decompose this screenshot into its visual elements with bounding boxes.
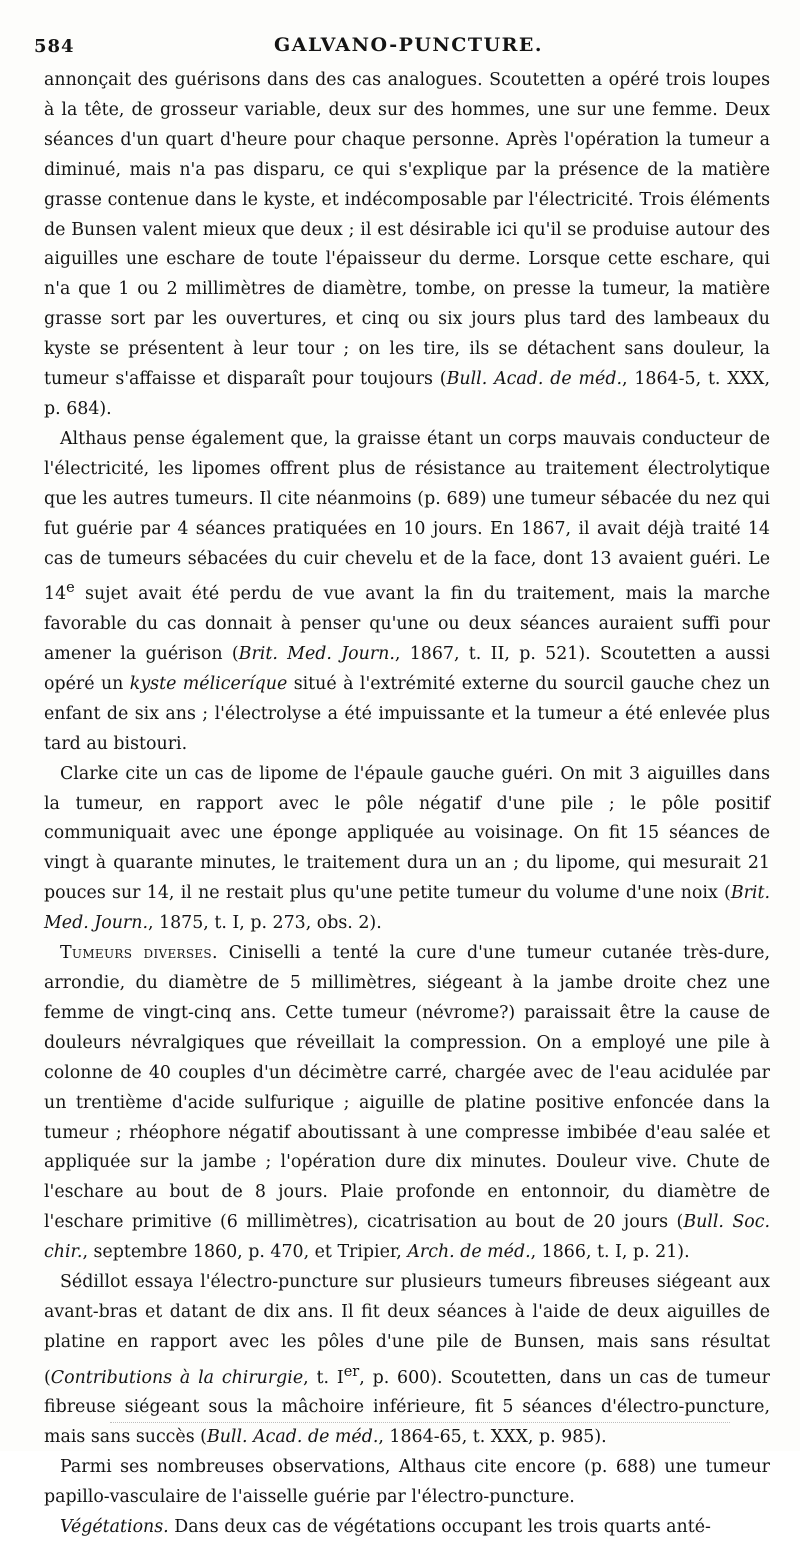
text-run: , 1867, t. II, p. 521). Scoutetten a aussi opéré un	[44, 644, 770, 694]
citation-italic: Bull. Soc. chir.	[44, 1212, 771, 1263]
text-run: , 1866, t. I, p. 21).	[530, 1242, 690, 1263]
citation-italic: Végétations.	[60, 1517, 169, 1538]
running-title: GALVANO-PUNCTURE.	[274, 34, 544, 56]
text-run: Ciniselli a tenté la cure d'une tumeur cutanée très-dure, arrondie, du diamètre de 5 millimètres, siégeant à la jambe droite chez une femme de vingt-cinq ans. Cette tumeur (névrome?) paraissait être la cause de douleurs névralgiques que réveillait la compression. On a employé une pile à colonne de 40 couples d'un décimètre carré, chargée avec de l'eau acidulée par un trentième d'acide sulfurique ; aiguille de platine positive enfoncée dans la tumeur ; rhéophore négatif aboutissant à une compresse imbibée d'eau salée et appliquée sur la jambe ; l'opération dure dix minutes. Douleur vive. Chute de l'eschare au bout de 8 jours. Plaie profonde en entonnoir, du diamètre de l'eschare primitive (6 millimètres), cicatrisation au bout de 20 jours (	[44, 943, 771, 1233]
paragraph	[44, 1268, 770, 1453]
citation-italic: Arch. de méd.	[407, 1242, 531, 1263]
page-header	[34, 30, 774, 62]
superscript: e	[66, 580, 75, 597]
section-lead: Tumeurs diverses.	[60, 943, 218, 964]
footer-rule	[110, 1422, 730, 1423]
paragraph	[44, 760, 770, 939]
text-run: Sédillot essaya l'électro-puncture sur plusieurs tumeurs fibreuses siégeant aux avant-bras et datant de dix ans. Il fit deux séances à l'aide de deux aiguilles de platine en rapport avec les pôles d'une pile de Bunsen, mais sans résultat (	[44, 1272, 770, 1388]
text-run: situé à l'extrémité externe du sourcil gauche chez un enfant de six ans ; l'électrolyse a été impuissante et la tumeur a été enlevée plus tard au bistouri.	[44, 673, 770, 754]
paragraph	[44, 66, 770, 425]
citation-italic: Brit. Med. Journ.	[44, 883, 770, 934]
paragraph	[44, 425, 770, 760]
text-run: , 1875, t. I, p. 273, obs. 2).	[147, 913, 382, 934]
text-run: Clarke cite un cas de lipome de l'épaule gauche guéri. On mit 3 aiguilles dans la tumeur, en rapport avec le pôle négatif d'une pile ; le pôle positif communiquait avec une éponge appliquée au voisinage. On fit 15 séances de vingt à quarante minutes, le traitement dura un an ; du lipome, qui mesurait 21 pouces sur 14, il ne restait plus qu'une petite tumeur du volume d'une noix (	[44, 763, 770, 904]
page-number: 584	[34, 36, 75, 57]
text-run: , p. 600). Scoutetten, dans un cas de tumeur fibreuse siégeant sous la mâchoire inférieure, fit 5 séances d'électro-puncture, mais sans succès (	[44, 1367, 770, 1448]
citation-italic: Contributions à la chirurgie	[50, 1367, 304, 1388]
text-run: , 1864-65, t. XXX, p. 985).	[378, 1427, 607, 1448]
text-run: Parmi ses nombreuses observations, Althaus cite encore (p. 688) une tumeur papillo-vasculaire de l'aisselle guérie par l'électro-puncture.	[44, 1457, 770, 1508]
text-run: , 1864-5, t. XXX, p. 684).	[44, 369, 770, 419]
citation-italic: Brit. Med. Journ.	[238, 644, 395, 665]
paragraph	[44, 939, 770, 1268]
text-run: , septembre 1860, p. 470, et Tripier,	[82, 1242, 408, 1263]
text-run: , t. I	[303, 1367, 344, 1388]
citation-italic: kyste méliceríque	[129, 673, 288, 694]
citation-italic: Bull. Acad. de méd.	[446, 369, 622, 390]
body-text	[44, 66, 770, 1543]
paragraph	[44, 1513, 770, 1543]
text-run: annonçait des guérisons dans des cas analogues. Scoutetten a opéré trois loupes à la tête, de grosseur variable, deux sur des hommes, une sur une femme. Deux séances d'un quart d'heure pour chaque personne. Après l'opération la tumeur a diminué, mais n'a pas disparu, ce qui s'explique par la présence de la matière grasse contenue dans le kyste, et indécomposable par l'électricité. Trois éléments de Bunsen valent mieux que deux ; il est désirable ici qu'il se produise autour des aiguilles une eschare de toute l'épaisseur du derme. Lorsque cette eschare, qui n'a que 1 ou 2 millimètres de diamètre, tombe, on presse la tumeur, la matière grasse sort par les ouvertures, et cinq ou six jours plus tard des lambeaux du kyste se présentent à leur tour ; on les tire, ils se détachent sans douleur, la tumeur s'affaisse et disparaît pour toujours (	[44, 70, 770, 390]
citation-italic: Bull. Acad. de méd.	[206, 1427, 379, 1448]
paragraph	[44, 1453, 770, 1513]
text-run: sujet avait été perdu de vue avant la fin du traitement, mais la marche favorable du cas donnait à penser qu'une ou deux séances auraient suffi pour amener la guérison (	[44, 584, 770, 665]
text-run: Althaus pense également que, la graisse étant un corps mauvais conducteur de l'électricité, les lipomes offrent plus de résistance au traitement électrolytique que les autres tumeurs. Il cite néanmoins (p. 689) une tumeur sébacée du nez qui fut guérie par 4 séances pratiquées en 10 jours. En 1867, il avait déjà traité 14 cas de tumeurs sébacées du cuir chevelu et de la face, dont 13 avaient guéri. Le 14	[44, 428, 770, 605]
superscript: er	[343, 1363, 360, 1380]
text-run: Dans deux cas de végétations occupant les trois quarts anté-	[168, 1517, 711, 1538]
